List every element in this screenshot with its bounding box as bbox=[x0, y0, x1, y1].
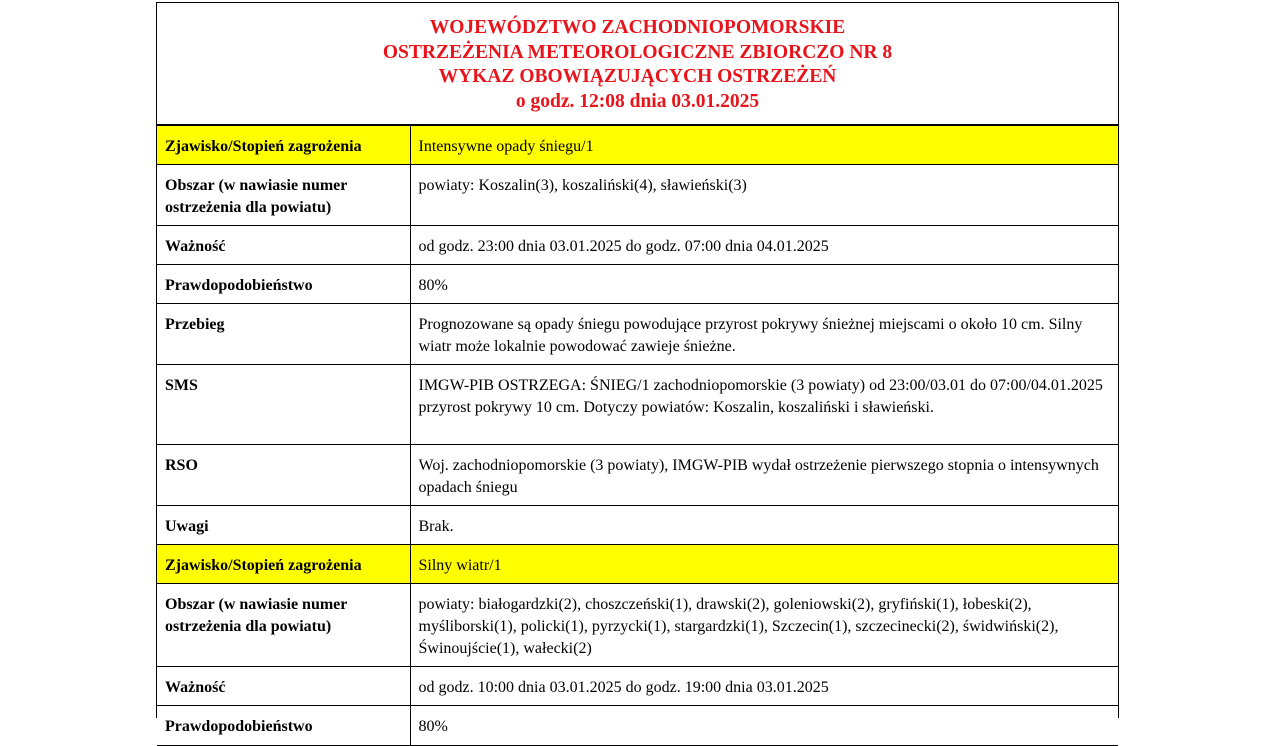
row-label: SMS bbox=[157, 365, 410, 445]
table-row bbox=[157, 226, 1118, 265]
row-value: Silny wiatr/1 bbox=[410, 545, 1118, 584]
table-row bbox=[157, 706, 1118, 746]
document-header bbox=[157, 3, 1118, 125]
table-row bbox=[157, 667, 1118, 706]
row-value: od godz. 10:00 dnia 03.01.2025 do godz. 19:00 dnia 03.01.2025 bbox=[410, 667, 1118, 706]
table-row bbox=[157, 126, 1118, 165]
row-value: powiaty: Koszalin(3), koszaliński(4), sławieński(3) bbox=[410, 165, 1118, 226]
header-issue-time: o godz. 12:08 dnia 03.01.2025 bbox=[515, 90, 760, 112]
row-value: 80% bbox=[410, 265, 1118, 304]
row-value: powiaty: białogardzki(2), choszczeński(1), drawski(2), goleniowski(2), gryfiński(1), łobeski(2), myśliborski(1), policki(1), pyrzycki(1), stargardzki(1), Szczecin(1), szczecinecki(2), świdwiński(2), Świnoujście(1), wałecki(2) bbox=[410, 584, 1118, 667]
row-label: RSO bbox=[157, 445, 410, 506]
row-label: Prawdopodobieństwo bbox=[157, 265, 410, 304]
row-value: Intensywne opady śniegu/1 bbox=[410, 126, 1118, 165]
table-row bbox=[157, 304, 1118, 365]
header-list-title: WYKAZ OBOWIĄZUJĄCYCH OSTRZEŻEŃ bbox=[438, 66, 837, 87]
header-region-title: WOJEWÓDZTWO ZACHODNIOPOMORSKIE bbox=[429, 17, 846, 38]
table-row bbox=[157, 165, 1118, 226]
row-label: Uwagi bbox=[157, 506, 410, 545]
row-value: IMGW-PIB OSTRZEGA: ŚNIEG/1 zachodniopomorskie (3 powiaty) od 23:00/03.01 do 07:00/04.01.2025 przyrost pokrywy 10 cm. Dotyczy powiatów: Koszalin, koszaliński i sławieński. bbox=[410, 365, 1118, 445]
row-label: Obszar (w nawiasie numer ostrzeżenia dla powiatu) bbox=[157, 584, 410, 667]
table-row bbox=[157, 365, 1118, 445]
row-label: Zjawisko/Stopień zagrożenia bbox=[157, 545, 410, 584]
row-value: Woj. zachodniopomorskie (3 powiaty), IMGW-PIB wydał ostrzeżenie pierwszego stopnia o intensywnych opadach śniegu bbox=[410, 445, 1118, 506]
table-row bbox=[157, 545, 1118, 584]
warning-document bbox=[156, 2, 1119, 735]
header-bulletin-title: OSTRZEŻENIA METEOROLOGICZNE ZBIORCZO NR 8 bbox=[382, 41, 893, 63]
row-value: Brak. bbox=[410, 506, 1118, 545]
row-label: Ważność bbox=[157, 226, 410, 265]
row-label: Prawdopodobieństwo bbox=[157, 706, 410, 746]
warnings-table bbox=[157, 125, 1118, 746]
row-value: od godz. 23:00 dnia 03.01.2025 do godz. 07:00 dnia 04.01.2025 bbox=[410, 226, 1118, 265]
row-label: Zjawisko/Stopień zagrożenia bbox=[157, 126, 410, 165]
row-value: Prognozowane są opady śniegu powodujące przyrost pokrywy śnieżnej miejscami o około 10 cm. Silny wiatr może lokalnie powodować zawieje śnieżne. bbox=[410, 304, 1118, 365]
table-row bbox=[157, 506, 1118, 545]
row-label: Ważność bbox=[157, 667, 410, 706]
row-value: 80% bbox=[410, 706, 1118, 746]
row-label: Obszar (w nawiasie numer ostrzeżenia dla powiatu) bbox=[157, 165, 410, 226]
table-row bbox=[157, 584, 1118, 667]
table-row bbox=[157, 265, 1118, 304]
table-row bbox=[157, 445, 1118, 506]
row-label: Przebieg bbox=[157, 304, 410, 365]
